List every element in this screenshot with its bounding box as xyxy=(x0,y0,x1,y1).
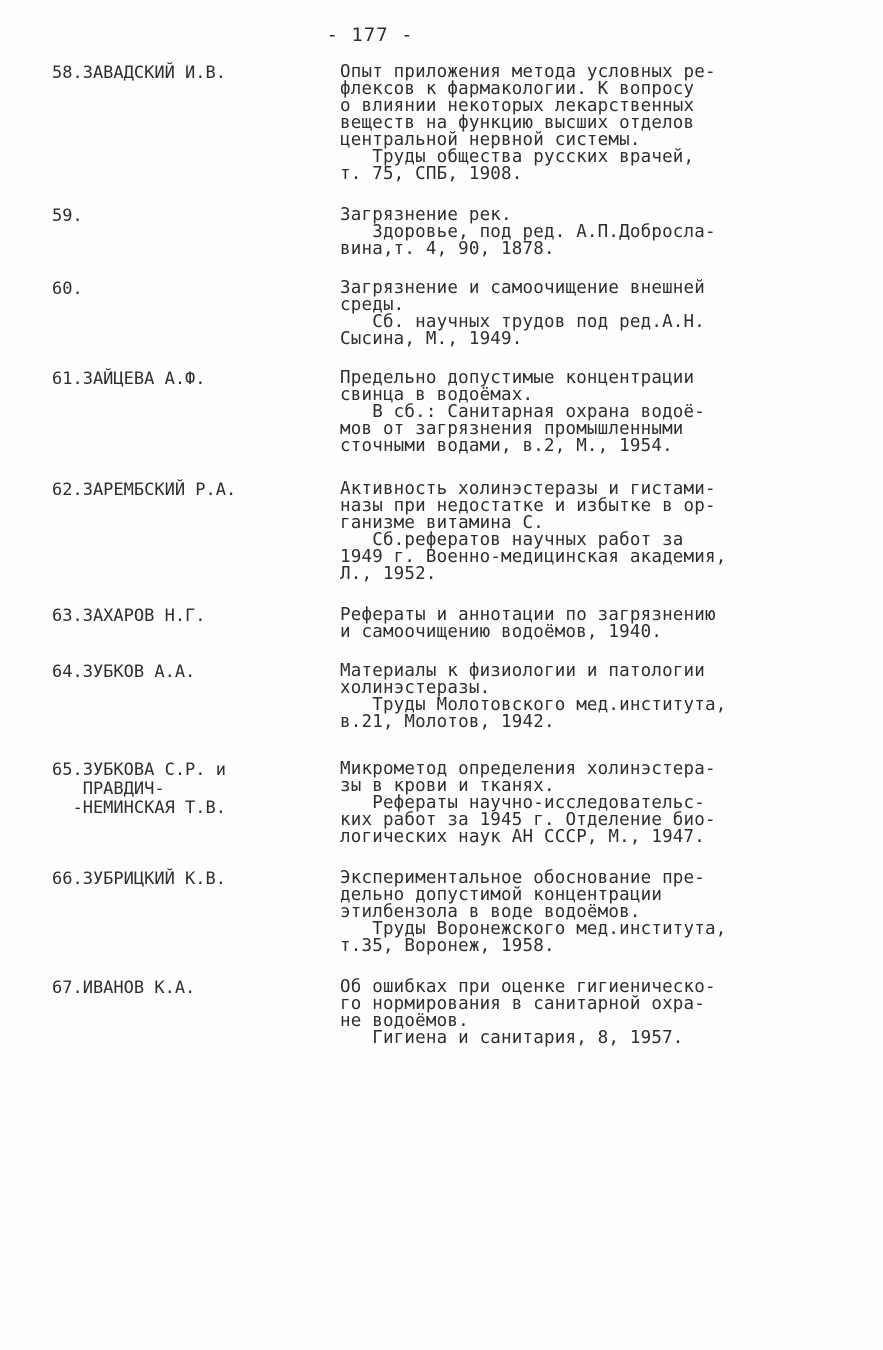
bibliography-entry xyxy=(0,64,883,183)
entry-title-line: Рефераты и аннотации по загрязнению xyxy=(340,605,716,625)
page-number: - 177 - xyxy=(326,24,414,46)
entry-number-and-author: 60. xyxy=(52,279,83,299)
entry-number-and-author: 65.ЗУБКОВА С.Р. и xyxy=(52,760,226,780)
entry-author xyxy=(52,761,332,818)
entry-source-line: вина,т. 4, 90, 1878. xyxy=(340,239,555,259)
entry-source-line: Рефераты научно-исследовательс- xyxy=(340,793,706,813)
entry-source-line: ких работ за 1945 г. Отделение био- xyxy=(340,810,716,830)
entry-author xyxy=(52,481,332,500)
entry-title-line: свинца в водоёмах. xyxy=(340,385,534,405)
entry-text xyxy=(340,207,840,258)
entry-title-line: среды. xyxy=(340,295,405,315)
bibliography-entry xyxy=(0,280,883,348)
bibliography-entry xyxy=(0,207,883,258)
entry-title-line: веществ на функцию высших отделов xyxy=(340,113,695,133)
entry-title-line: холинэстеразы. xyxy=(340,678,491,698)
entry-source-line: В сб.: Санитарная охрана водоё- xyxy=(340,402,706,422)
entry-text xyxy=(340,280,840,348)
entry-title-line: Загрязнение и самоочищение внешней xyxy=(340,278,706,298)
entry-title-line: Микрометод определения холинэстера- xyxy=(340,759,716,779)
entry-author xyxy=(52,64,332,83)
bibliography-entry xyxy=(0,979,883,1047)
entry-number-and-author: 58.ЗАВАДСКИЙ И.В. xyxy=(52,63,226,83)
entry-number-and-author: 62.ЗАРЕМБСКИЙ Р.А. xyxy=(52,480,237,500)
entry-number-and-author: 66.ЗУБРИЦКИЙ К.В. xyxy=(52,869,226,889)
entry-title-line: Об ошибках при оценке гигиеническо- xyxy=(340,977,716,997)
entry-title-line: зы в крови и тканях. xyxy=(340,776,555,796)
entry-number-and-author: 59. xyxy=(52,206,83,226)
entry-text xyxy=(340,370,840,455)
entry-author-line: ПРАВДИЧ- xyxy=(52,779,165,799)
entry-title-line: Загрязнение рек. xyxy=(340,205,512,225)
entry-source-line: Труды Молотовского мед.института, xyxy=(340,695,727,715)
entry-title-line: не водоёмов. xyxy=(340,1011,469,1031)
entry-text xyxy=(340,979,840,1047)
entry-source-line: Сб.рефератов научных работ за xyxy=(340,530,684,550)
bibliography-list xyxy=(0,64,883,1047)
entry-title-line: этилбензола в воде водоёмов. xyxy=(340,902,641,922)
entry-source-line: Труды общества русских врачей, xyxy=(340,147,695,167)
entry-author xyxy=(52,870,332,889)
bibliography-entry xyxy=(0,663,883,731)
entry-source-line: сточными водами, в.2, М., 1954. xyxy=(340,436,673,456)
entry-number-and-author: 61.ЗАЙЦЕВА А.Ф. xyxy=(52,369,206,389)
entry-title-line: ганизме витамина С. xyxy=(340,513,544,533)
entry-author-line: -НЕМИНСКАЯ Т.В. xyxy=(52,798,226,818)
bibliography-entry xyxy=(0,370,883,455)
entry-source-line: Сысина, М., 1949. xyxy=(340,329,523,349)
entry-title-line: и самоочищению водоёмов, 1940. xyxy=(340,622,663,642)
entry-author xyxy=(52,370,332,389)
entry-title-line: дельно допустимой концентрации xyxy=(340,885,663,905)
entry-source-line: Сб. научных трудов под ред.А.Н. xyxy=(340,312,706,332)
entry-title-line: о влиянии некоторых лекарственных xyxy=(340,96,695,116)
entry-author xyxy=(52,280,332,299)
entry-title-line: Опыт приложения метода условных ре- xyxy=(340,62,716,82)
entry-source-line: логических наук АН СССР, М., 1947. xyxy=(340,827,706,847)
bibliography-entry xyxy=(0,607,883,641)
entry-source-line: Здоровье, под ред. А.П.Добросла- xyxy=(340,222,716,242)
entry-source-line: 1949 г. Военно-медицинская академия, xyxy=(340,547,727,567)
entry-author xyxy=(52,663,332,682)
entry-number-and-author: 64.ЗУБКОВ А.А. xyxy=(52,662,196,682)
entry-source-line: мов от загрязнения промышленными xyxy=(340,419,684,439)
entry-text xyxy=(340,481,840,583)
entry-source-line: т.35, Воронеж, 1958. xyxy=(340,936,555,956)
entry-text xyxy=(340,64,840,183)
entry-source-line: Гигиена и санитария, 8, 1957. xyxy=(340,1028,684,1048)
entry-source-line: Л., 1952. xyxy=(340,564,437,584)
entry-source-line: в.21, Молотов, 1942. xyxy=(340,712,555,732)
entry-author xyxy=(52,979,332,998)
entry-text xyxy=(340,663,840,731)
entry-title-line: флексов к фармакологии. К вопросу xyxy=(340,79,695,99)
entry-number-and-author: 63.ЗАХАРОВ Н.Г. xyxy=(52,606,206,626)
entry-title-line: Активность холинэстеразы и гистами- xyxy=(340,479,716,499)
entry-title-line: центральной нервной системы. xyxy=(340,130,641,150)
entry-title-line: го нормирования в санитарной охра- xyxy=(340,994,706,1014)
entry-source-line: Труды Воронежского мед.института, xyxy=(340,919,727,939)
bibliography-entry xyxy=(0,481,883,583)
entry-author xyxy=(52,607,332,626)
entry-source-line: т. 75, СПБ, 1908. xyxy=(340,164,523,184)
bibliography-entry xyxy=(0,870,883,955)
entry-text xyxy=(340,761,840,846)
entry-title-line: Экспериментальное обоснование пре- xyxy=(340,868,706,888)
entry-title-line: Материалы к физиологии и патологии xyxy=(340,661,706,681)
entry-author xyxy=(52,207,332,226)
entry-title-line: Предельно допустимые концентрации xyxy=(340,368,695,388)
entry-text xyxy=(340,870,840,955)
entry-number-and-author: 67.ИВАНОВ К.А. xyxy=(52,978,196,998)
bibliography-entry xyxy=(0,761,883,846)
entry-title-line: назы при недостатке и избытке в ор- xyxy=(340,496,716,516)
entry-text xyxy=(340,607,840,641)
